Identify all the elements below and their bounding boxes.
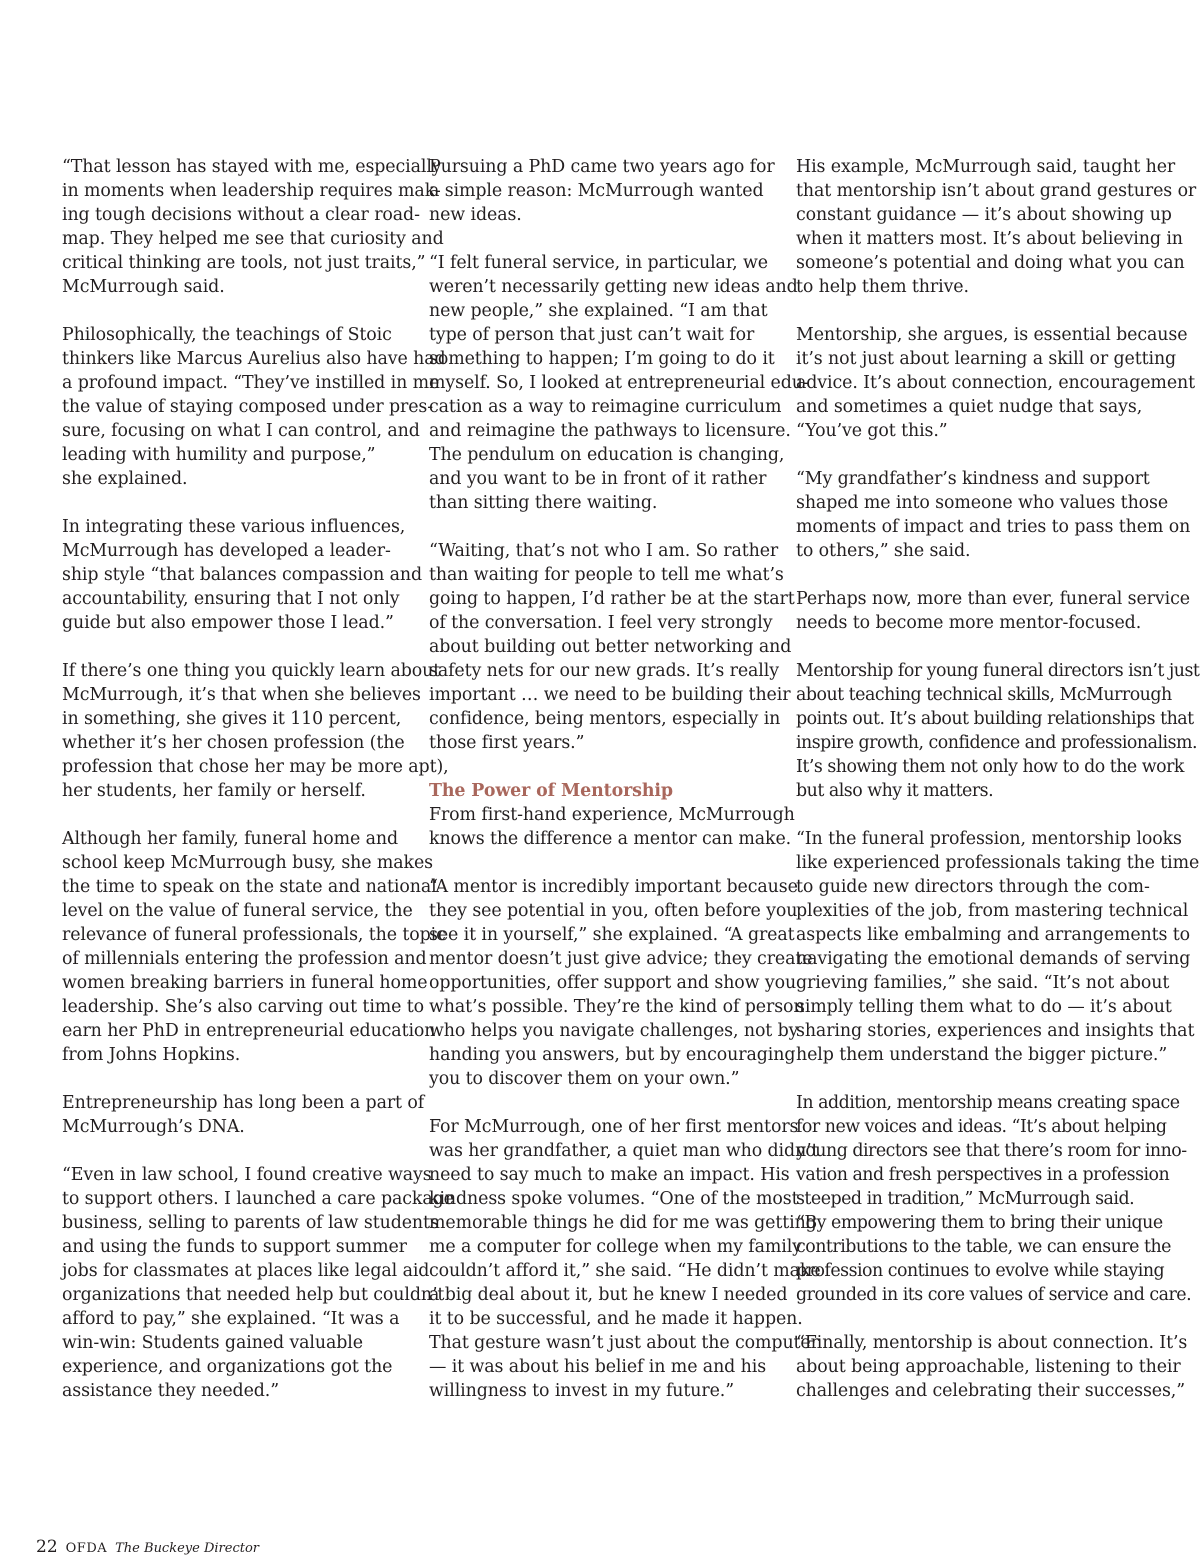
text-line: inspire growth, confidence and professionalism. [796,733,1198,753]
text-line: “In the funeral profession, mentorship looks [796,829,1182,849]
text-line: plexities of the job, from mastering technical [796,901,1189,921]
text-line: win-win: Students gained valuable [62,1333,363,1353]
text-line: jobs for classmates at places like legal aid [62,1261,430,1281]
text-line: Perhaps now, more than ever, funeral service [796,589,1190,609]
text-line: McMurrough’s DNA. [62,1117,245,1137]
text-line: ing tough decisions without a clear road- [62,205,420,225]
text-line: sure, focusing on what I can control, and [62,421,420,441]
page-number: 22 [36,1537,58,1557]
text-line: you to discover them on your own.” [429,1069,740,1089]
text-line: steeped in tradition,” McMurrough said. [796,1189,1135,1209]
text-line: — it was about his belief in me and his [429,1357,767,1377]
paragraph [429,251,809,515]
text-line: to others,” she said. [796,541,971,561]
text-line: a simple reason: McMurrough wanted [429,181,764,201]
text-line: handing you answers, but by encouraging [429,1045,796,1065]
text-line: it’s not just about learning a skill or getting [796,349,1177,369]
text-line: willingness to invest in my future.” [429,1381,735,1401]
text-line: in something, she gives it 110 percent, [62,709,402,729]
text-line: when it matters most. It’s about believing in [796,229,1183,249]
text-line: those first years.” [429,733,585,753]
text-line: “I felt funeral service, in particular, we [429,253,768,273]
text-line: McMurrough, it’s that when she believes [62,685,421,705]
text-line: school keep McMurrough busy, she makes [62,853,433,873]
paragraph [796,827,1200,1067]
paragraph [796,155,1197,299]
paragraph [429,875,813,1091]
text-line: memorable things he did for me was getting [429,1213,817,1233]
text-line: “Finally, mentorship is about connection. It’s [796,1333,1188,1353]
text-line: going to happen, I’d rather be at the start [429,589,795,609]
text-line: aspects like embalming and arrangements to [796,925,1191,945]
text-line: from Johns Hopkins. [62,1045,241,1065]
paragraph [62,827,446,1067]
text-line: couldn’t afford it,” she said. “He didn’t make [429,1261,821,1281]
paragraph [796,659,1200,803]
text-line: “A mentor is incredibly important because [429,877,798,897]
text-line: contributions to the table, we can ensure the [796,1237,1171,1257]
text-line: afford to pay,” she explained. “It was a [62,1309,400,1329]
text-line: Although her family, funeral home and [62,829,399,849]
text-line: simply telling them what to do — it’s about [796,997,1172,1017]
text-line: it to be successful, and he made it happen. [429,1309,803,1329]
text-line: Mentorship for young funeral directors isn’t just [796,661,1200,681]
text-line: type of person that just can’t wait for [429,325,755,345]
text-line: the value of staying composed under pres- [62,397,434,417]
paragraph [429,803,795,851]
org-name: OFDA [65,1541,108,1556]
text-line: vation and fresh perspectives in a profession [796,1165,1170,1185]
text-line: new ideas. [429,205,522,225]
text-line: “That lesson has stayed with me, especially [62,157,442,177]
text-line: she explained. [62,469,188,489]
text-line: to support others. I launched a care package [62,1189,454,1209]
text-line: the time to speak on the state and national [62,877,437,897]
text-line: In integrating these various influences, [62,517,406,537]
text-line: earn her PhD in entrepreneurial education [62,1021,436,1041]
text-line: Mentorship, she argues, is essential because [796,325,1188,345]
text-line: opportunities, offer support and show you [429,973,797,993]
text-line: about being approachable, listening to their [796,1357,1181,1377]
text-line: Philosophically, the teachings of Stoic [62,325,392,345]
text-line: That gesture wasn’t just about the computer [429,1333,819,1353]
text-line: experience, and organizations got the [62,1357,393,1377]
text-line: someone’s potential and doing what you can [796,253,1185,273]
paragraph [62,659,449,803]
paragraph [62,1163,454,1403]
text-line: help them understand the bigger picture.” [796,1045,1168,1065]
text-line: The pendulum on education is changing, [429,445,785,465]
text-line: accountability, ensuring that I not only [62,589,400,609]
text-line: leadership. She’s also carving out time to [62,997,425,1017]
text-line: about building out better networking and [429,637,792,657]
text-line: profession continues to evolve while staying [796,1261,1165,1281]
text-line: and using the funds to support summer [62,1237,407,1257]
text-line: young directors see that there’s room for inno- [796,1141,1187,1161]
text-line: guide but also empower those I lead.” [62,613,394,633]
text-line: challenges and celebrating their successes,” [796,1381,1186,1401]
text-line: needs to become more mentor-focused. [796,613,1142,633]
text-line: her students, her family or herself. [62,781,366,801]
text-line: that mentorship isn’t about grand gestures or [796,181,1197,201]
text-line: in moments when leadership requires mak- [62,181,441,201]
text-line: “By empowering them to bring their unique [796,1213,1163,1233]
text-line: kindness spoke volumes. “One of the most [429,1189,799,1209]
text-line: a profound impact. “They’ve instilled in me [62,373,440,393]
paragraph [429,539,795,755]
text-line: something to happen; I’m going to do it [429,349,775,369]
text-line: knows the difference a mentor can make. [429,829,792,849]
text-line: points out. It’s about building relationships that [796,709,1194,729]
text-line: of millennials entering the profession and [62,949,427,969]
text-line: thinkers like Marcus Aurelius also have had [62,349,446,369]
text-line: weren’t necessarily getting new ideas and [429,277,798,297]
text-line: me a computer for college when my family [429,1237,802,1257]
text-line: was her grandfather, a quiet man who didn’t [429,1141,819,1161]
text-line: about teaching technical skills, McMurrough [796,685,1172,705]
paragraph [62,515,423,635]
text-line: “Even in law school, I found creative ways [62,1165,432,1185]
text-line: and sometimes a quiet nudge that says, [796,397,1143,417]
paragraph [62,155,444,299]
text-line: like experienced professionals taking the time [796,853,1200,873]
text-line: In addition, mentorship means creating space [796,1093,1180,1113]
text-line: sharing stories, experiences and insights that [796,1021,1195,1041]
text-line: Pursuing a PhD came two years ago for [429,157,775,177]
text-line: moments of impact and tries to pass them on [796,517,1191,537]
text-line: to guide new directors through the com- [796,877,1150,897]
paragraph [62,1091,425,1139]
text-line: map. They helped me see that curiosity and [62,229,444,249]
text-line: what’s possible. They’re the kind of person [429,997,805,1017]
text-line: relevance of funeral professionals, the topic [62,925,446,945]
text-line: see it in yourself,” she explained. “A great [429,925,795,945]
text-line: and reimagine the pathways to licensure. [429,421,791,441]
text-line: assistance they needed.” [62,1381,280,1401]
paragraph [429,1115,821,1403]
text-line: From first-hand experience, McMurrough [429,805,795,825]
text-line: organizations that needed help but couldn’t [62,1285,445,1305]
text-line: new people,” she explained. “I am that [429,301,768,321]
text-line: advice. It’s about connection, encouragement [796,373,1195,393]
text-line: “Waiting, that’s not who I am. So rather [429,541,779,561]
paragraph [796,587,1190,635]
text-line: For McMurrough, one of her first mentors [429,1117,799,1137]
text-line: but also why it matters. [796,781,994,801]
paragraph [62,323,446,491]
paragraph [796,1091,1192,1307]
paragraph [796,467,1191,563]
text-line: mentor doesn’t just give advice; they create [429,949,813,969]
text-line: profession that chose her may be more apt), [62,757,449,777]
text-line: women breaking barriers in funeral home [62,973,428,993]
text-line: whether it’s her chosen profession (the [62,733,405,753]
text-line: grounded in its core values of service and care. [796,1285,1192,1305]
publication-title: The Buckeye Director [115,1541,259,1556]
text-line: safety nets for our new grads. It’s really [429,661,779,681]
text-line: critical thinking are tools, not just traits,” [62,253,426,273]
text-line: leading with humility and purpose,” [62,445,376,465]
text-line: than sitting there waiting. [429,493,658,513]
text-line: and you want to be in front of it rather [429,469,767,489]
text-line: “You’ve got this.” [796,421,948,441]
paragraph [429,155,774,227]
text-line: than waiting for people to tell me what’s [429,565,784,585]
paragraph [796,323,1195,443]
text-line: business, selling to parents of law students [62,1213,439,1233]
text-line: If there’s one thing you quickly learn about [62,661,441,681]
text-line: McMurrough said. [62,277,225,297]
text-line: a big deal about it, but he knew I needed [429,1285,788,1305]
text-line: to help them thrive. [796,277,969,297]
paragraph [796,1331,1188,1403]
text-line: level on the value of funeral service, the [62,901,413,921]
article-column-3 [796,155,1200,1427]
article-column-2 [429,155,821,1427]
text-line: they see potential in you, often before you [429,901,798,921]
text-line: of the conversation. I feel very strongly [429,613,773,633]
text-line: constant guidance — it’s about showing up [796,205,1172,225]
text-line: His example, McMurrough said, taught her [796,157,1176,177]
text-line: cation as a way to reimagine curriculum [429,397,782,417]
text-line: important … we need to be building their [429,685,791,705]
article-column-1 [62,155,454,1427]
text-line: confidence, being mentors, especially in [429,709,781,729]
text-line: ship style “that balances compassion and [62,565,423,585]
text-line: need to say much to make an impact. His [429,1165,790,1185]
text-line: Entrepreneurship has long been a part of [62,1093,425,1113]
text-line: for new voices and ideas. “It’s about helping [796,1117,1167,1137]
text-line: “My grandfather’s kindness and support [796,469,1150,489]
text-line: who helps you navigate challenges, not by [429,1021,799,1041]
text-line: navigating the emotional demands of serving [796,949,1191,969]
text-line: grieving families,” she said. “It’s not about [796,973,1170,993]
section-heading: The Power of Mentorship [429,781,673,801]
text-line: McMurrough has developed a leader- [62,541,391,561]
page-footer [36,1537,259,1557]
text-line: shaped me into someone who values those [796,493,1169,513]
text-line: myself. So, I looked at entrepreneurial edu- [429,373,809,393]
text-line: It’s showing them not only how to do the work [796,757,1184,777]
